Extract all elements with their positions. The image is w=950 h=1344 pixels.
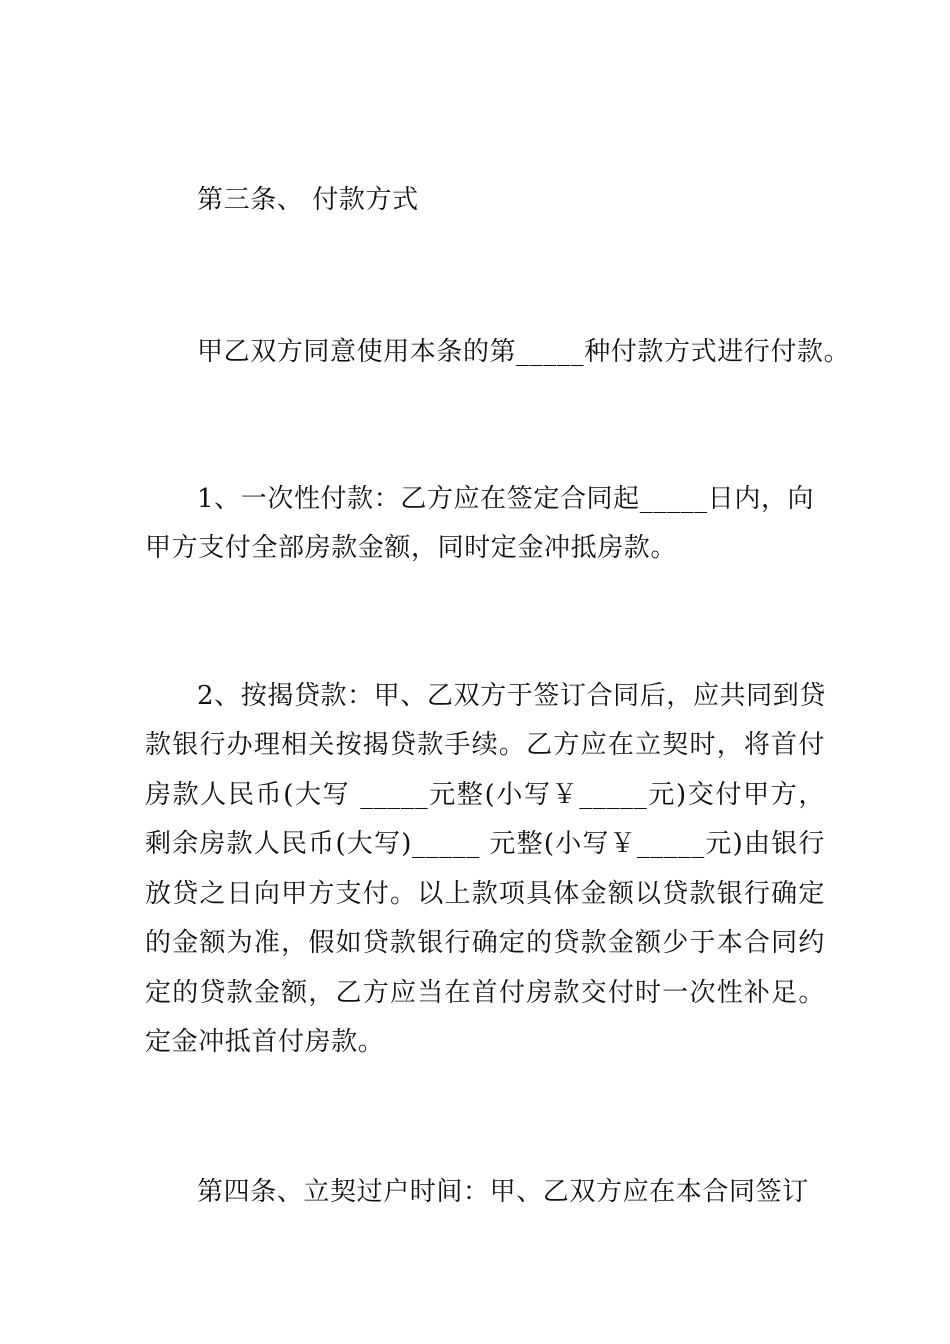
- option-2-line-6: 的金额为准，假如贷款银行确定的贷款金额少于本合同约: [145, 928, 825, 958]
- option-2-line-3: 房款人民币(大写 _____元整(小写￥_____元)交付甲方，: [145, 780, 825, 810]
- option-2-line-1: 2、按揭贷款：甲、乙双方于签订合同后，应共同到贷: [197, 681, 826, 711]
- option-1-line-2: 甲方支付全部房款金额，同时定金冲抵房款。: [145, 533, 678, 563]
- option-2-line-2: 款银行办理相关按揭贷款手续。乙方应在立契时，将首付: [145, 730, 825, 760]
- option-2-line-7: 定的贷款金额，乙方应当在首付房款交付时一次性补足。: [145, 978, 825, 1008]
- option-2-line-5: 放贷之日向甲方支付。以上款项具体金额以贷款银行确定: [145, 879, 825, 909]
- option-1-line-1: 1、一次性付款：乙方应在签定合同起_____日内，向: [197, 484, 815, 514]
- option-2-line-8: 定金冲抵首付房款。: [145, 1027, 385, 1057]
- article-3-intro: 甲乙双方同意使用本条的第_____种付款方式进行付款。: [197, 337, 851, 367]
- article-4-line-1: 第四条、立契过户时间：甲、乙双方应在本合同签订: [197, 1177, 809, 1207]
- article-3-heading: 第三条、 付款方式: [197, 185, 419, 215]
- option-2-line-4: 剩余房款人民币(大写)_____ 元整(小写￥_____元)由银行: [145, 829, 825, 859]
